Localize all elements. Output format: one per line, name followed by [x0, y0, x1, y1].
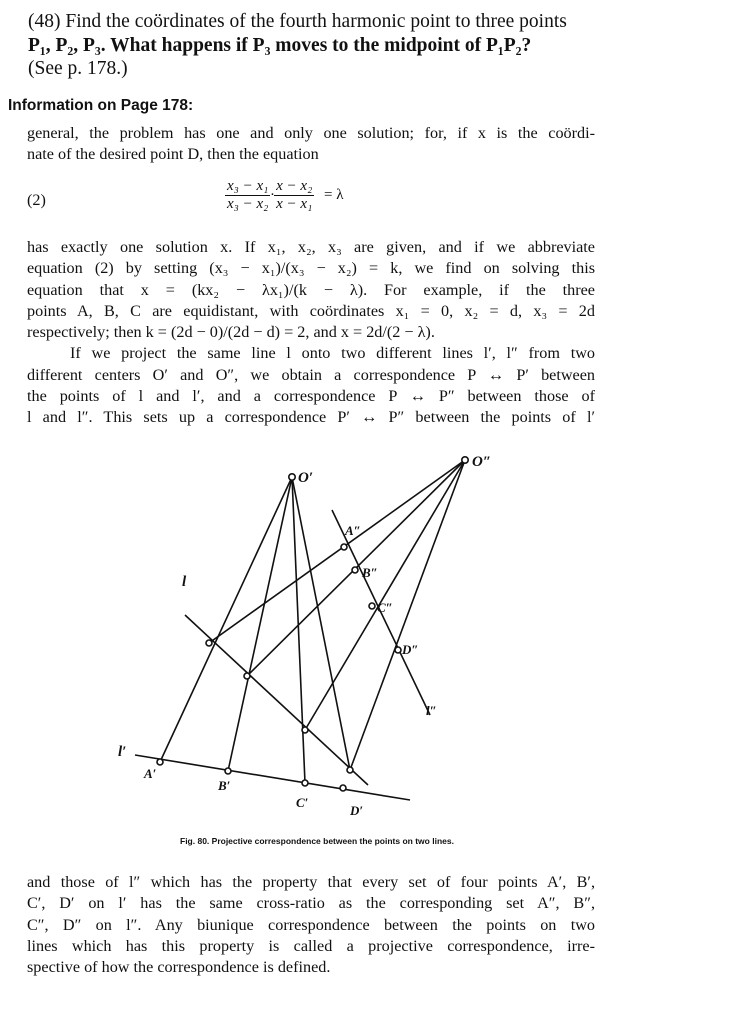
- label-B-prime: B′: [218, 778, 231, 793]
- numerator: x₃ − x₁: [227, 178, 269, 194]
- label-C-double-prime: C″: [377, 600, 393, 615]
- label-l-prime: l′: [118, 744, 127, 760]
- text-line: and those of l″ which has the property that every set of four points A′, B′,: [27, 873, 595, 891]
- point: [206, 640, 212, 646]
- text-line: has exactly one solution x. If x₁, x₂, x₃ are given, and if we abbreviate: [27, 238, 595, 256]
- intro-paragraph: [27, 123, 595, 166]
- ray: [160, 477, 292, 762]
- point: [352, 567, 358, 573]
- text-line: lines which has this property is called a projective correspondence, irre-: [27, 936, 595, 955]
- label-O-prime: O′: [298, 470, 314, 486]
- info-heading: Information on Page 178:: [8, 97, 194, 114]
- projective-figure: [110, 440, 510, 840]
- equation-rhs: = λ: [324, 187, 344, 203]
- point: [347, 767, 353, 773]
- point: [340, 785, 346, 791]
- text-line: equation that x = (kx₂ − λx₁)/(k − λ). For example, if the three: [27, 280, 595, 299]
- fraction: [225, 178, 270, 213]
- text-line: C″, D″ on l″. Any biunique correspondence between the points on two: [27, 915, 595, 934]
- text-line: points A, B, C are equidistant, with coördinates x₁ = 0, x₂ = d, x₃ = 2d: [27, 301, 595, 320]
- paragraph-2: [27, 237, 595, 429]
- text-line: nate of the desired point D, then the equation: [27, 145, 319, 164]
- figure-points: [157, 457, 468, 791]
- point-O-prime: [289, 474, 295, 480]
- equation: $\frac{\text{x₃ − x₁}}{\text{x₃ − x₂}}$ · $\frac{\text{x − x₂}}{\text{x − x₁}}$ = λ: [227, 178, 344, 212]
- text-line: respectively; then k = (2d − 0)/(2d − d) = 2, and x = 2d/(2 − λ).: [27, 323, 435, 342]
- point: [302, 780, 308, 786]
- text-line: If we project the same line l onto two different lines l′, l″ from two: [27, 344, 595, 363]
- label-D-double-prime: D″: [402, 642, 419, 657]
- point: [244, 673, 250, 679]
- label-l-double-prime: l″: [426, 703, 437, 718]
- label-O-double-prime: O″: [472, 454, 492, 470]
- point: [225, 768, 231, 774]
- equation-number: (2): [27, 191, 46, 209]
- text-line: equation (2) by setting (x₃ − x₁)/(x₃ − x₂) = k, we find on solving this: [27, 259, 595, 278]
- text-line: the points of l and l′, and a correspondence P ↔ P″ between those of: [27, 387, 595, 406]
- text-line: general, the problem has one and only one solution; for, if x is the coördi-: [27, 124, 595, 142]
- text-line: different centers O′ and O″, we obtain a correspondence P ↔ P′ between: [27, 365, 595, 384]
- problem-statement: [28, 10, 740, 81]
- line-l-prime: [135, 755, 410, 800]
- point: [395, 647, 401, 653]
- denominator: x − x₁: [276, 196, 313, 212]
- label-C-prime: C′: [296, 795, 309, 810]
- ray: [228, 477, 292, 771]
- text-line: spective of how the correspondence is defined.: [27, 958, 331, 977]
- label-A-double-prime: A″: [345, 523, 361, 538]
- point-O-double-prime: [462, 457, 468, 463]
- point: [302, 727, 308, 733]
- problem-line-2: P₁, P₂, P₃. What happens if P₃ moves to the midpoint of P₁P₂?: [28, 34, 532, 56]
- label-l: l: [182, 574, 187, 590]
- numerator: x − x₂: [276, 178, 313, 194]
- figure-caption: Fig. 80. Projective correspondence between the points on two lines.: [180, 836, 454, 846]
- label-B-double-prime: B″: [362, 565, 378, 580]
- label-D-prime: D′: [350, 803, 364, 818]
- figure-lines: [135, 460, 465, 800]
- problem-line-1: (48) Find the coördinates of the fourth harmonic point to three points: [28, 11, 567, 32]
- text-line: l and l″. This sets up a correspondence P′ ↔ P″ between the points of l′: [27, 408, 595, 427]
- text-line: C′, D′ on l′ has the same cross-ratio as the corresponding set A″, B″,: [27, 894, 595, 913]
- fraction: [274, 178, 314, 213]
- ray: [350, 460, 465, 770]
- problem-line-3: (See p. 178.): [28, 58, 128, 79]
- label-A-prime: A′: [144, 766, 157, 781]
- paragraph-3: [27, 872, 595, 978]
- point: [341, 544, 347, 550]
- ray: [209, 460, 465, 643]
- point: [369, 603, 375, 609]
- denominator: x₃ − x₂: [227, 196, 269, 212]
- point: [157, 759, 163, 765]
